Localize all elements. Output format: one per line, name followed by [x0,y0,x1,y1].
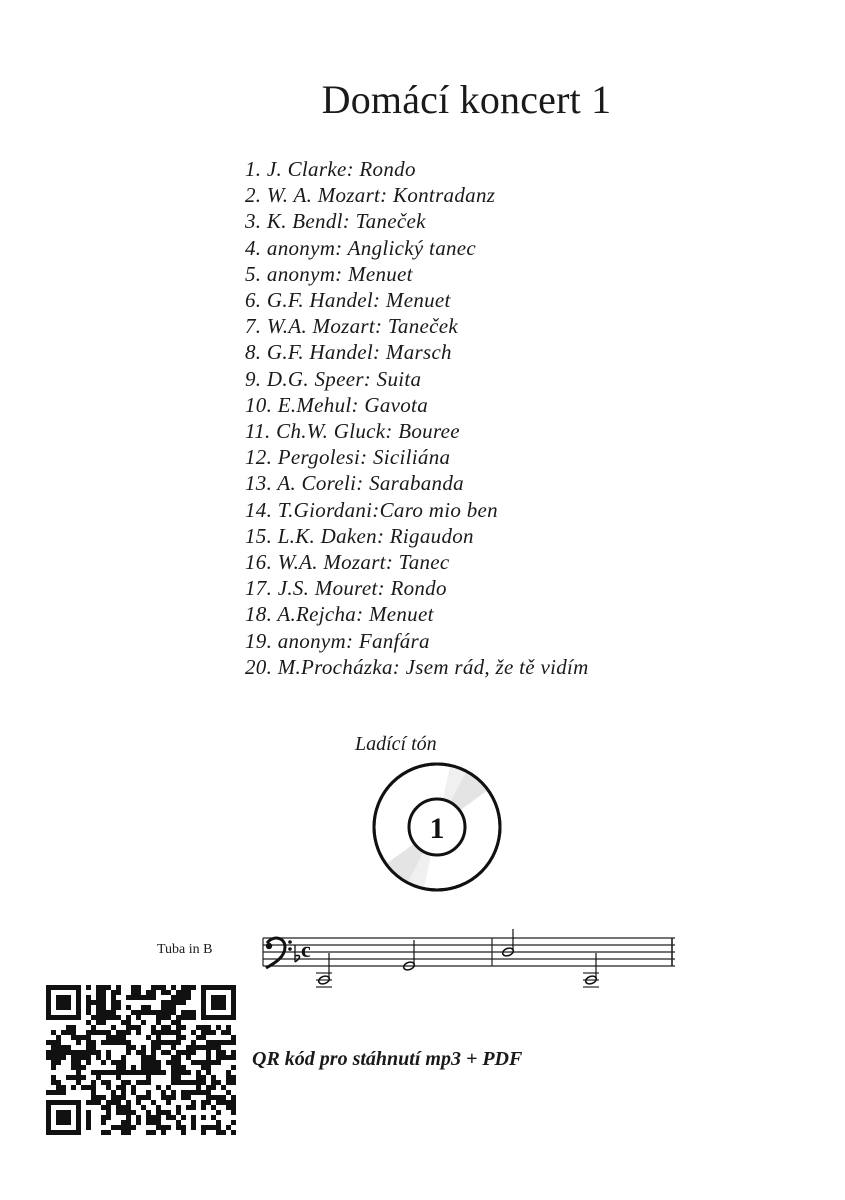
half-note [583,953,599,987]
music-staff [255,925,680,1000]
track-item: 16. W.A. Mozart: Tanec [245,550,450,575]
track-item: 11. Ch.W. Gluck: Bouree [245,419,460,444]
bass-clef-icon [266,938,292,968]
track-item: 3. K. Bendl: Taneček [245,209,426,234]
track-item: 12. Pergolesi: Siciliána [245,445,451,470]
qr-caption: QR kód pro stáhnutí mp3 + PDF [252,1048,523,1070]
track-item: 9. D.G. Speer: Suita [245,366,422,391]
tuning-tone-label: Ladící tón [355,733,437,755]
half-note [316,953,332,987]
time-signature: c [301,937,311,962]
track-item: 5. anonym: Menuet [245,261,413,286]
track-list [245,156,589,680]
track-item: 19. anonym: Fanfára [245,628,430,653]
track-item: 6. G.F. Handel: Menuet [245,288,451,313]
track-item: 13. A. Coreli: Sarabanda [245,471,464,496]
track-item: 4. anonym: Anglický tanec [245,235,477,260]
track-item: 15. L.K. Daken: Rigaudon [245,523,474,548]
instrument-label: Tuba in B [157,942,213,957]
half-note [502,929,515,957]
track-item: 17. J.S. Mouret: Rondo [245,576,447,601]
track-item: 18. A.Rejcha: Menuet [245,602,434,627]
track-item: 14. T.Giordani:Caro mio ben [245,497,498,522]
cd-disc-icon[interactable] [370,760,505,895]
cd-number: 1 [429,812,445,845]
track-item: 10. E.Mehul: Gavota [245,392,428,417]
track-item: 2. W. A. Mozart: Kontradanz [245,183,496,208]
track-item: 20. M.Procházka: Jsem rád, že tě vidím [245,654,589,679]
track-item: 8. G.F. Handel: Marsch [245,340,452,365]
track-item: 7. W.A. Mozart: Taneček [245,314,458,339]
page-title: Domácí koncert 1 [321,77,612,122]
track-item: 1. J. Clarke: Rondo [245,157,416,181]
qr-code-icon[interactable] [46,985,246,1145]
